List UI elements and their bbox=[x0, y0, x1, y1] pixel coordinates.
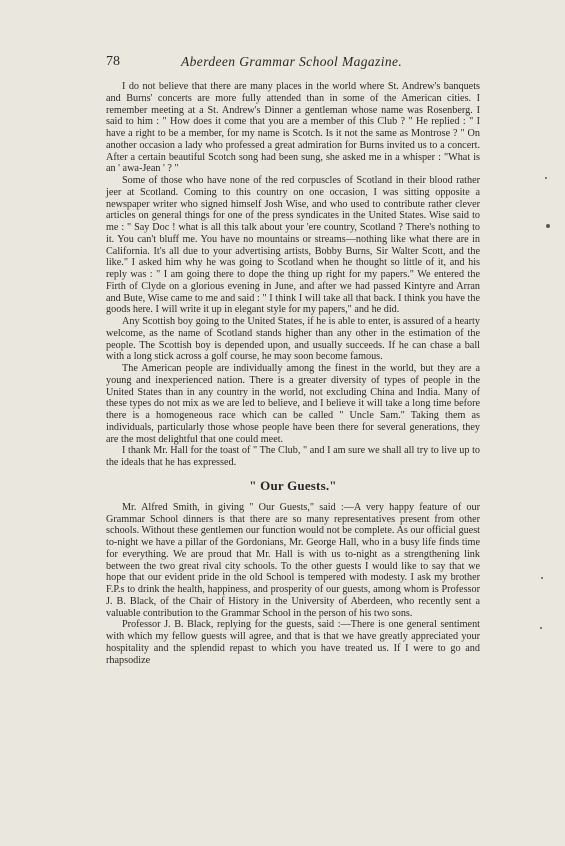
paper-speck bbox=[545, 177, 547, 179]
paper-speck bbox=[541, 577, 543, 579]
paragraph-josh-wise: Some of those who have none of the red corpuscles of Scotland in their blood rather jeer at Scotland. Coming to this country on one occasion, I was sitting opposite a newspaper writer who signed himself Josh Wise, and who used to contribute rather clever articles on general things for one of the press syndicates in the United States. Wise said to me : " Say Doc ! what is all this talk about your 'ere country, Scotland ? There's nothing to it. You can't bluff me. You have no mountains or streams—nothing like what there are in California. It's all due to your advertising artists, Bobby Burns, Sir Walter Scott, and the like." I asked him why he was going to Scotland when he thought so little of it, and his reply was : " I am going there to dope the thing up right for my papers." We entered the Firth of Clyde on a glorious evening in June, and after we had passed Kintyre and Arran and Bute, Wise came to me and said : " I think I will take all that back. I think you have the goods here. I will write it up in elegant style for my papers," and he did. bbox=[106, 175, 480, 316]
paragraph-thanks: I thank Mr. Hall for the toast of " The Club, " and I am sure we shall all try to live up to the ideals that he has expressed. bbox=[106, 445, 480, 468]
paragraph-american-people: The American people are individually among the finest in the world, but they are a young and inexperienced nation. There is a greater diversity of types of people in the United States than in any country in the world, not excluding China and India. Many of these types do not mix as we are led to believe, and I believe it will take a long time before there is a homogeneous race which can be called " Uncle Sam." Taking them as individuals, particularly those whose people have been there for several generations, they are the most delightful that one could meet. bbox=[106, 363, 480, 445]
paragraph-alfred-smith: Mr. Alfred Smith, in giving " Our Guests," said :—A very happy feature of our Grammar School dinners is that there are so many representatives present from other schools. Without these gentlemen our function would not be complete. As our official guest to-night we have a pillar of the Gordonians, Mr. George Hall, who in a busy life finds time for everything. We are proud that Mr. Hall is with us to-night as a strengthening link between the two great rival city schools. To the other guests I would like to say that we hope that our evident pride in the old School is tempered with modesty. I ask my brother F.P.s to drink the health, happiness, and prosperity of our guests, among whom is Professor J. B. Black, of the Chair of History in the University of Aberdeen, who recently sent a valuable contribution to the Grammar School in the person of his two sons. bbox=[106, 501, 480, 619]
page-number: 78 bbox=[106, 54, 120, 69]
paper-speck bbox=[540, 627, 542, 629]
article-body bbox=[106, 81, 480, 666]
paper-speck bbox=[546, 224, 550, 228]
page-header bbox=[106, 54, 480, 74]
section-heading-our-guests: " Our Guests." bbox=[249, 477, 337, 493]
paragraph-professor-black: Professor J. B. Black, replying for the guests, said :—There is one general sentiment with which my fellow guests will agree, and that is that we have greatly appreciated your hospitality and the splendid repast to which you have treated us. If I were to go and rhapsodize bbox=[106, 619, 480, 666]
running-title: Aberdeen Grammar School Magazine. bbox=[181, 54, 403, 69]
paragraph-st-andrews: I do not believe that there are many places in the world where St. Andrew's banquets and Burns' concerts are more fully attended than in some of the American cities. I remember meeting at a St. Andrew's Dinner a gentleman whose name was Rosenberg. I said to him : " How does it come that you are a member of this Club ? " He replied : " I have a right to be a member, for my name is Scotch. Is it not the same as Montrose ? " On another occasion a lady who professed a great admiration for Burns invited us to a concert. After a certain beautiful Scotch song had been sung, she asked me in a whisper : "What is an ' awa-Jean ' ? " bbox=[106, 81, 480, 175]
paragraph-scottish-boy: Any Scottish boy going to the United States, if he is able to enter, is assured of a hearty welcome, as the name of Scotland stands higher than any other in the estimation of the people. The Scottish boy is depended upon, and usually succeeds. If he can chase a ball with a long stick across a golf course, he may soon become famous. bbox=[106, 316, 480, 363]
